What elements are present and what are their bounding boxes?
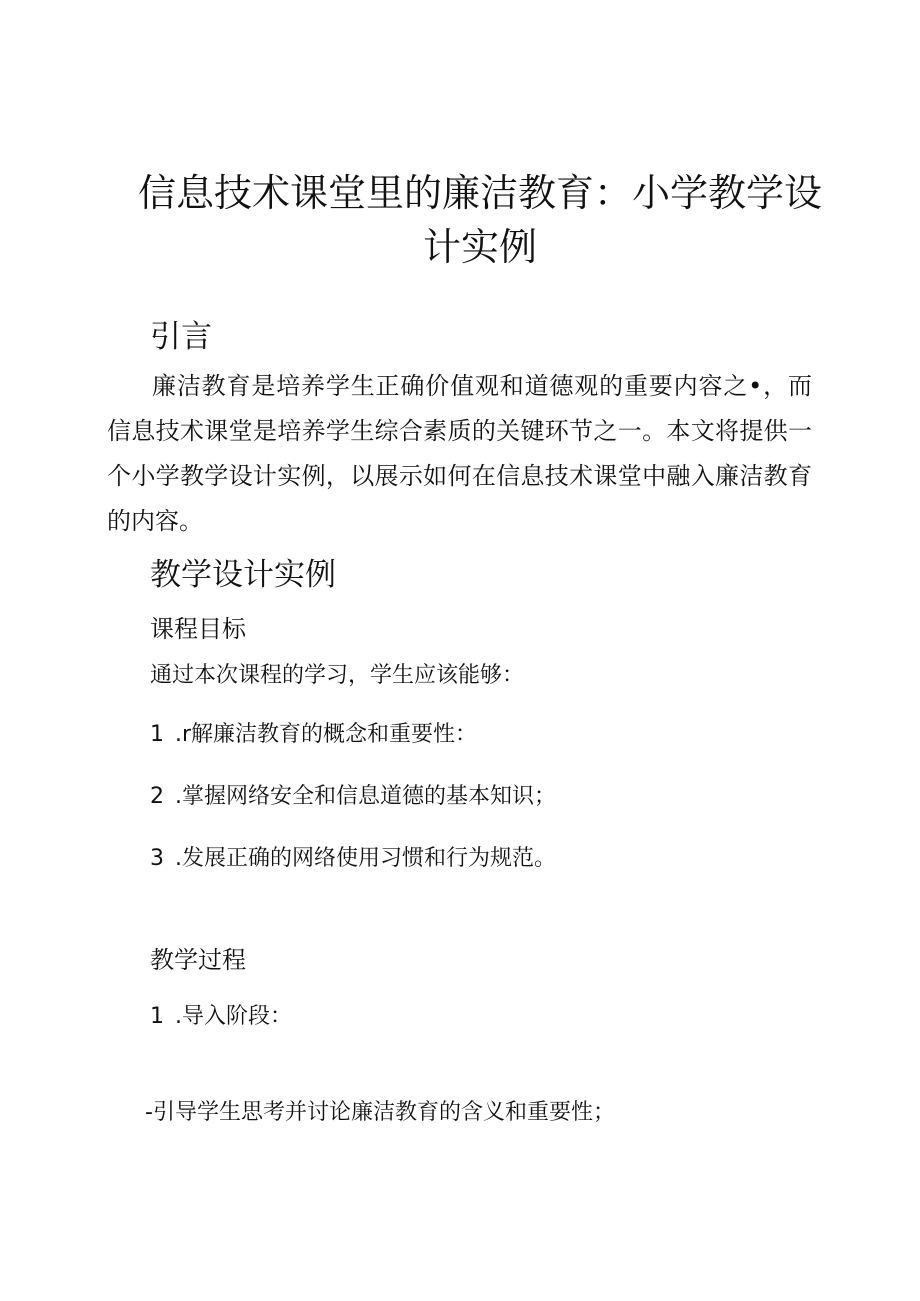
intro-paragraph: 廉洁教育是培养学生正确价值观和道德观的重要内容之•，而信息技术课堂是培养学生综合素质的关键环节之一。本文将提供一个小学教学设计实例，以展示如何在信息技术课堂中融入廉洁教育的内容。 [107,372,812,535]
objectives-heading: 课程目标 [150,615,246,643]
objective-item-text: .r解廉洁教育的概念和重要性： [175,722,478,747]
intro-heading: 引言 [150,319,212,355]
process-step-1 [150,1002,292,1032]
process-step-number: 1 [150,1004,164,1029]
process-heading: 教学过程 [150,946,246,974]
process-bullet: -引导学生思考并讨论廉洁教育的含义和重要性； [145,1100,615,1125]
objectives-lead: 通过本次课程的学习，学生应该能够： [150,663,525,688]
objective-item-1 [150,720,477,750]
objective-item-number: 1 [150,722,164,747]
objective-item-text: .发展正确的网络使用习惯和行为规范。 [175,846,556,871]
process-step-text: .导入阶段： [175,1004,292,1029]
objective-item-number: 3 [150,846,164,871]
objective-item-3 [150,844,556,874]
objective-item-text: .掌握网络安全和信息道德的基本知识； [175,784,556,809]
document-title: 信息技术课堂里的廉洁教育：小学教学设计实例 [137,171,822,269]
objective-item-number: 2 [150,784,164,809]
design-heading: 教学设计实例 [150,557,336,593]
objective-item-2 [150,782,556,812]
